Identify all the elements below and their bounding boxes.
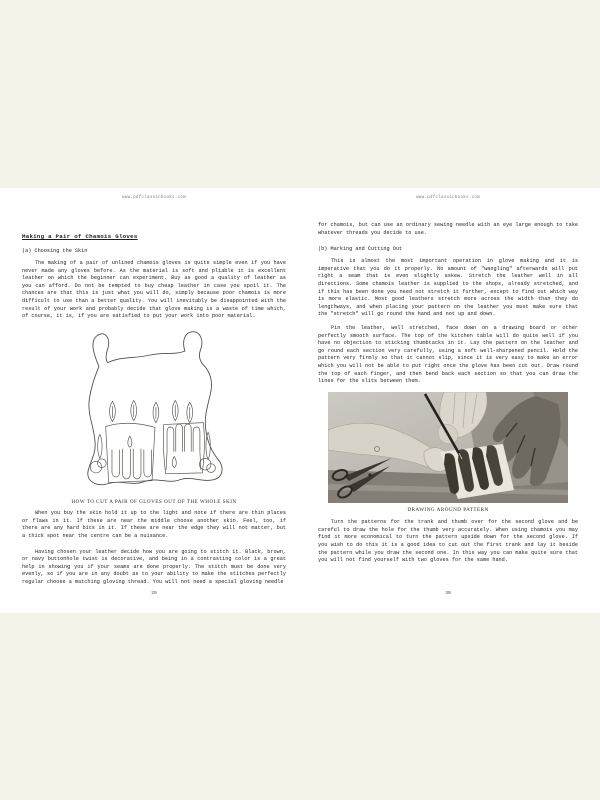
paragraph: for chamois, but can use an ordinary sewing needle with an eye large enough to take whatever threads you decide to use. xyxy=(318,222,578,236)
paragraph: Turn the patterns for the trank and thumb over for the second glove and be careful to draw the hole for the thumb very accurately. When using chamois you may find it more economical to turn the pattern upside down for the second glove. If you wish to do this it is a good idea to cut out the first trank and lay it beside the pattern while you draw the second one. In this way you can make quite sure that you will not find yourself with two gloves for the same hand. xyxy=(318,519,578,564)
hide-outline xyxy=(88,331,222,484)
skin-cutting-figure xyxy=(22,326,286,506)
header-url: www.pdfclassicbooks.com xyxy=(416,195,480,200)
drawing-around-pattern-photo xyxy=(328,392,568,503)
paragraph: The making of a pair of unlined chamois gloves is quite simple even if you have never made any gloves before. As the material is soft and pliable it is excellent leather on which the beginner can experiment. Buy as good a quality of leather as you can afford. Do not be tempted to buy cheap leather in case you spoil it. The chances are that this is just what you will do, simply because poor chamois is more difficult to use than a better quality. You will inevitably be disappointed with the result of your work and probably decide that glove making is a waste of time which, of course, it is, if you are satisfied to put your work into poor material. xyxy=(22,260,286,320)
paragraph: Having chosen your leather decide how you are going to stitch it. Black, brown, or navy buttonhole twist is decorative, and being in a contrasting color is a great help in showing you if your seams are done properly. The stitch must be done very evenly, so if you are in any doubt as to your ability to make the stitches perfectly regular choose a matching gloving thread. You will not need a special gloving needle xyxy=(22,548,286,585)
paragraph: When you buy the skin hold it up to the light and note if there are thin places or flaws in it. If these are near the middle choose another skin. Feel, too, if there are any hard bits in it. If these are near the edge they will not matter, but a thick spot near the centre can be a nuisance. xyxy=(22,510,286,540)
book-spread xyxy=(0,188,600,613)
chapter-title: Making a Pair of Chamois Gloves xyxy=(22,233,138,240)
paragraph: This is almost the most important operation in glove making and it is imperative that you do it properly. No amount of "wangling" afterwards will put right a seam that is even slightly askew. Stretch the leather well in all directions. Some chamois leather is supplied to the shops, already stretched, and if this has been done you need not stretch it further, except to find out which way is more elastic. Most good leathers stretch more across the width than they do lengthways, and when placing your pattern on the leather you must make sure that the "stretch" will go round the hand and not up and down. xyxy=(318,258,578,318)
pattern-and-paper xyxy=(440,444,514,499)
glove-pattern-left xyxy=(106,423,155,482)
right-page xyxy=(318,188,578,613)
glove-pattern-right xyxy=(163,422,204,473)
page-number-left: 29 xyxy=(151,591,157,596)
left-page xyxy=(22,188,286,613)
paragraph: Pin the leather, well stretched, face down on a drawing board or other perfectly smooth surface. The top of the kitchen table will do quite well if you have no objection to sticking thumbtacks in it. Lay the pattern on the leather and go round each section very carefully, using a soft well-sharpened pencil. Hold the pattern very firmly so that it cannot slip, since it is very easy to make an error which you will not be able to put right once the glove has been cut out. Draw round the top of each finger, and then bend back each section so that you can draw the lines for the slits between them. xyxy=(318,324,578,385)
pattern-photo-figure xyxy=(318,392,578,514)
header-url: www.pdfclassicbooks.com xyxy=(122,195,186,200)
skin-figure-caption: HOW TO CUT A PAIR OF GLOVES OUT OF THE WHOLE SKIN xyxy=(71,498,237,505)
section-heading-a: (a) Choosing the Skin xyxy=(22,248,88,254)
section-heading-b: (b) Marking and Cutting Out xyxy=(318,246,403,253)
skin-diagram xyxy=(74,326,234,498)
photo-caption: DRAWING AROUND PATTERN xyxy=(407,506,489,513)
page-number-right: 30 xyxy=(445,591,451,596)
